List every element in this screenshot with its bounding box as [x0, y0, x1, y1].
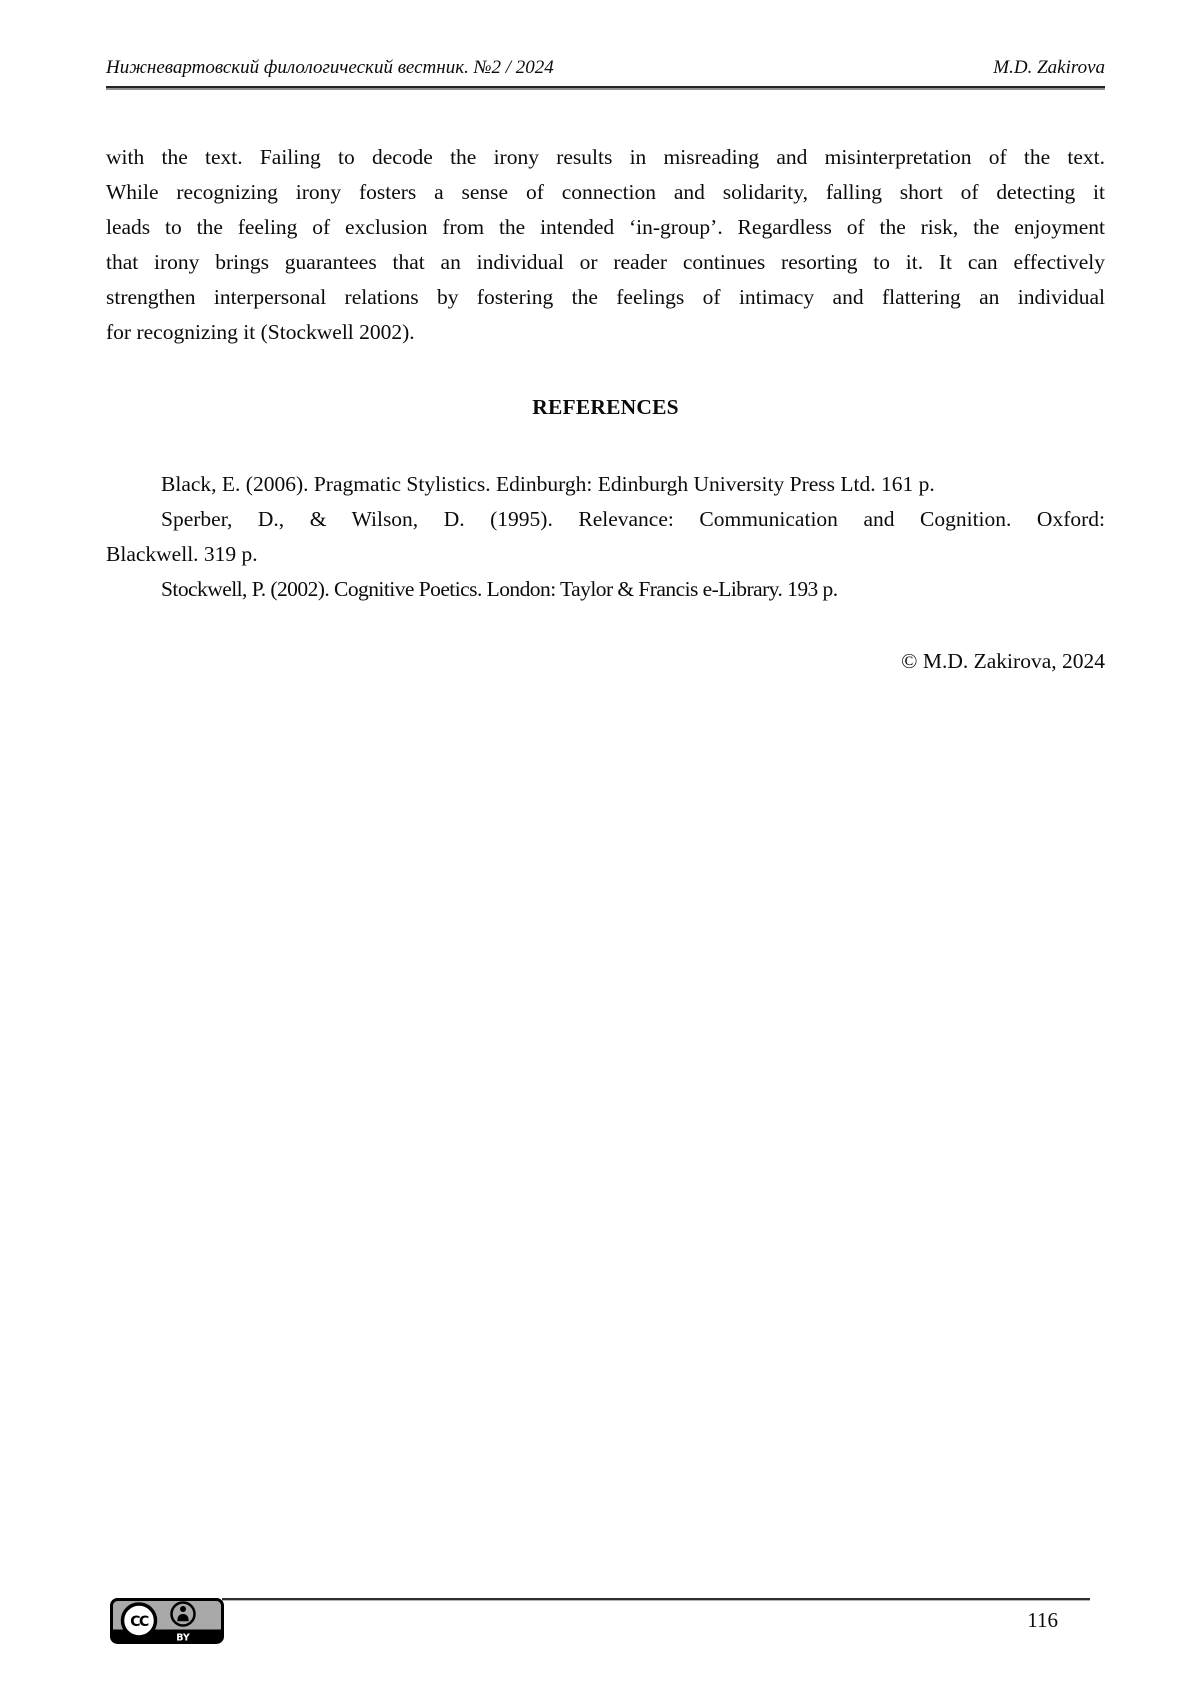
header-author: M.D. Zakirova: [993, 57, 1105, 78]
header-rule: [106, 86, 1105, 88]
paragraph-line: for recognizing it (Stockwell 2002).: [106, 320, 415, 344]
body-paragraph: [106, 140, 1105, 350]
footer-rule: [222, 1598, 1090, 1600]
paragraph-line: with the text. Failing to decode the irony results in misreading and misinterpretation of the text.: [106, 145, 1105, 169]
page-number: 116: [1027, 1608, 1058, 1632]
paragraph-line: that irony brings guarantees that an individual or reader continues resorting to it. It can effectively: [106, 250, 1105, 274]
reference-entry: Stockwell, P. (2002). Cognitive Poetics. London: Taylor & Francis e-Library. 193 p.: [161, 577, 838, 601]
cc-letters: CC: [130, 1614, 148, 1630]
article-body: [106, 140, 1105, 679]
copyright-line: © M.D. Zakirova, 2024: [901, 649, 1105, 673]
journal-title: Нижневартовский филологический вестник. №2 / 2024: [106, 57, 554, 78]
paragraph-line: strengthen interpersonal relations by fostering the feelings of intimacy and flattering an individual: [106, 285, 1105, 309]
reference-entry-line: Blackwell. 319 p.: [106, 542, 258, 566]
page-header: [106, 57, 1105, 88]
reference-entry-line: Sperber, D., & Wilson, D. (1995). Relevance: Communication and Cognition. Oxford:: [161, 507, 1105, 531]
header-row: [106, 57, 1105, 79]
references-heading: REFERENCES: [532, 395, 679, 419]
badge-by-label: BY: [176, 1632, 190, 1644]
reference-entry: Black, E. (2006). Pragmatic Stylistics. Edinburgh: Edinburgh University Press Ltd. 161 p.: [161, 472, 935, 496]
cc-circle-icon: [123, 1604, 156, 1637]
references-list: [106, 467, 1105, 607]
cc-by-license-badge: [110, 1598, 224, 1644]
paragraph-line: While recognizing irony fosters a sense of connection and solidarity, falling short of detecting it: [106, 180, 1105, 204]
person-icon: [172, 1603, 195, 1626]
paragraph-line: leads to the feeling of exclusion from the intended ‘in-group’. Regardless of the risk, the enjoyment: [106, 215, 1105, 239]
